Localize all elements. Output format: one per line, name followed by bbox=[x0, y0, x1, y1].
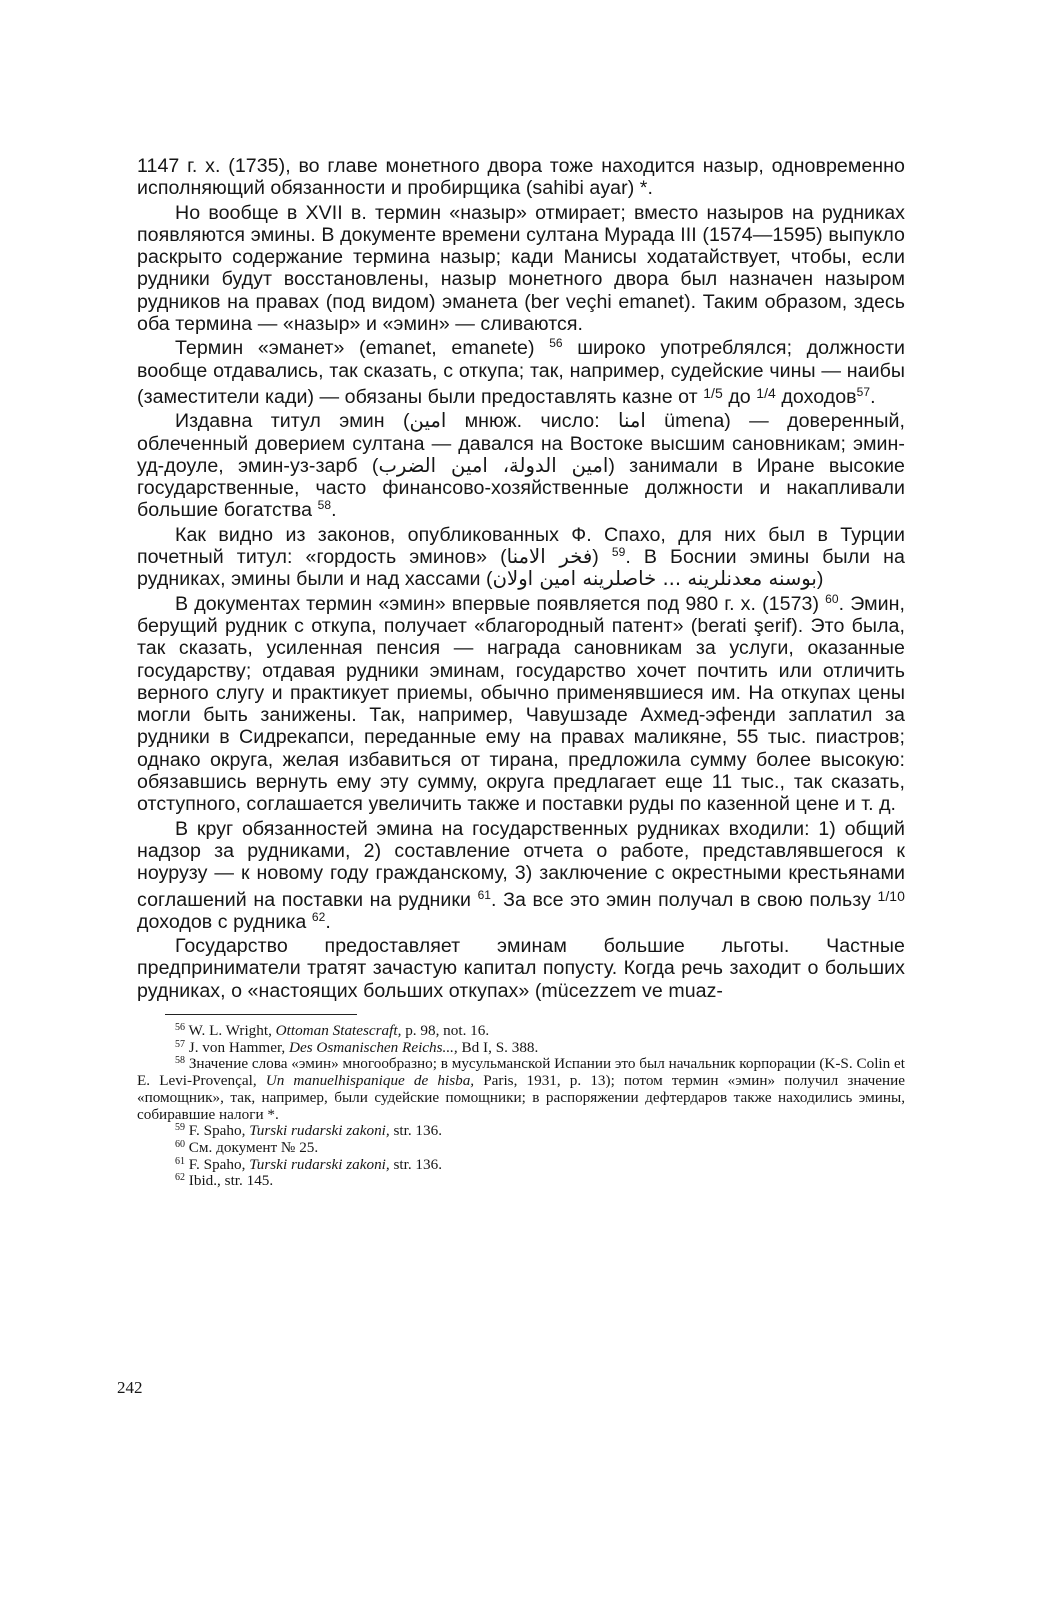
footnote-title: Des Osmanischen Reichs..., bbox=[289, 1038, 458, 1056]
footnote-text: Значение слова «эмин» многообразно; в мусульманской Испании это был начальник корпорации (K-S. Colin et E. Levi-Provençal, bbox=[137, 1055, 905, 1090]
paragraph-6 bbox=[137, 593, 905, 816]
footnote-57 bbox=[137, 1040, 905, 1057]
paragraph-text: Как видно из законов, опубликованных Ф. Спахо, для них был в Турции почетный титул: «гордость эминов» ( bbox=[137, 523, 905, 569]
fraction: 1/10 bbox=[877, 887, 905, 904]
footnotes bbox=[137, 1023, 905, 1190]
paragraph-8 bbox=[137, 935, 905, 1002]
footnote-ref-57[interactable]: 57 bbox=[856, 384, 871, 399]
footnote-61 bbox=[137, 1157, 905, 1174]
footnote-ref-61[interactable]: 61 bbox=[477, 887, 492, 902]
footnote-text: p. 98, not. 16. bbox=[405, 1021, 490, 1039]
arabic-term: فخر الامنا bbox=[506, 545, 593, 569]
main-text bbox=[137, 155, 905, 1002]
page bbox=[137, 155, 905, 1190]
paragraph-text: Термин «эманет» (emanet, emanete) bbox=[175, 337, 535, 360]
paragraph-text: мнюж. число: bbox=[464, 410, 600, 433]
footnote-title: Turski rudarski zakoni, bbox=[249, 1155, 390, 1173]
page-number: 242 bbox=[117, 1378, 143, 1397]
paragraph-text: доходов с рудника bbox=[137, 910, 307, 933]
footnote-text: См. документ № 25. bbox=[188, 1138, 319, 1156]
paragraph-1 bbox=[137, 155, 905, 200]
footnote-60 bbox=[137, 1140, 905, 1157]
footnote-title: Ottoman Statescraft, bbox=[275, 1021, 402, 1039]
footnote-58 bbox=[137, 1056, 905, 1123]
punctuation: . bbox=[325, 910, 331, 933]
punctuation: ) bbox=[592, 546, 599, 569]
footnote-text: F. Spaho, bbox=[188, 1155, 246, 1173]
footnote-ref-60[interactable]: 60 bbox=[825, 591, 839, 606]
punctuation: . bbox=[331, 499, 337, 522]
paragraph-text: 1147 г. х. (1735), во главе монетного двора тоже находится назыр, одновременно исполняющий обязанности и пробирщика (sahibi ayar) *. bbox=[137, 155, 905, 200]
paragraph-text: ümena) — доверенный, облеченный доверием султана — давался на Востоке высшим сановникам; эмин-уд-доуле, эмин-уз-зарб ( bbox=[137, 410, 905, 477]
footnote-59 bbox=[137, 1123, 905, 1140]
paragraph-text: Но вообще в XVII в. термин «назыр» отмирает; вместо назыров на рудниках появляются эмины. В документе времени султана Мурада III (1574—1595) выпукло раскрыто содержание термина назыр; кади Манисы ходатайствует, чтобы, если рудники будут восстановлены, назыр монетного двора был назначен назыром рудников на правах (под видом) эманета (ber veçhi emanet). Таким образом, здесь оба термина — «назыр» и «эмин» — сливаются. bbox=[137, 201, 905, 336]
paragraph-text: доходов bbox=[781, 385, 857, 408]
footnote-number: 60 bbox=[175, 1138, 185, 1150]
footnote-divider bbox=[165, 1014, 357, 1015]
footnote-ref-56[interactable]: 56 bbox=[549, 336, 563, 351]
paragraph-text: В документах термин «эмин» впервые появляется под 980 г. х. (1573) bbox=[175, 592, 820, 615]
footnote-56 bbox=[137, 1023, 905, 1040]
footnote-text: Paris, 1931, p. 13); потом термин «эмин» получил значение «помощник», так, например, были судейские помощники; в распоряжении дефтердаров также находились эмины, собиравшие налоги *. bbox=[137, 1072, 906, 1123]
footnote-number: 61 bbox=[175, 1155, 185, 1167]
footnote-title: Un manuelhispanique de hisba, bbox=[265, 1072, 475, 1090]
footnote-ref-62[interactable]: 62 bbox=[311, 909, 326, 924]
footnote-ref-58[interactable]: 58 bbox=[317, 498, 332, 513]
fraction: 1/5 bbox=[703, 384, 723, 401]
arabic-term: امين الدولة، امين الضرب bbox=[378, 453, 609, 477]
paragraph-7 bbox=[137, 818, 905, 933]
footnote-62 bbox=[137, 1173, 905, 1190]
footnote-text: W. L. Wright, bbox=[188, 1021, 272, 1039]
footnote-text: J. von Hammer, bbox=[188, 1038, 286, 1056]
paragraph-5 bbox=[137, 524, 905, 591]
punctuation: ) bbox=[816, 568, 824, 591]
footnote-text: str. 136. bbox=[393, 1122, 443, 1140]
footnote-text: Ibid., str. 145. bbox=[188, 1172, 274, 1190]
footnote-number: 59 bbox=[175, 1122, 185, 1134]
paragraph-text: . За все это эмин получал в свою пользу bbox=[491, 888, 871, 911]
arabic-term: بوسنه معدنلرينه ... خاصلرينه امين اولان bbox=[492, 567, 817, 591]
footnote-number: 56 bbox=[175, 1021, 185, 1033]
paragraph-text: . Эмин, берущий рудник с откупа, получает «благородный патент» (berati şerif). Это была, так сказать, усиленная пенсия — награда сановникам за услуги, оказанные государству; отдавая рудники эминам, государство хочет почтить или отличить верного слугу и практикует приемы, обычно применявшиеся им. На откупах цены могли быть занижены. Так, например, Чавушзаде Ахмед-эфенди заплатил за рудники в Сидрекапси, переданные ему на правах маликяне, 55 тыс. пиастров; однако округа, желая избавиться от тирана, предложила сумму более высокую: обязавшись вернуть ему эту сумму, округа предлагает еще 11 тыс., так сказать, отступного, соглашается увеличить также и поставки руды по казенной цене и т. д. bbox=[137, 592, 905, 816]
paragraph-text: Государство предоставляет эминам большие льготы. Частные предприниматели тратят зачастую капитал попусту. Когда речь заходит о больших рудниках, о «настоящих больших откупах» (mücezzem ve muaz- bbox=[137, 935, 905, 1002]
footnote-text: Bd I, S. 388. bbox=[461, 1038, 539, 1056]
fraction: 1/4 bbox=[756, 384, 776, 401]
paragraph-2 bbox=[137, 202, 905, 336]
footnote-number: 58 bbox=[175, 1055, 185, 1067]
footnote-number: 57 bbox=[175, 1038, 185, 1050]
punctuation: . bbox=[870, 385, 876, 408]
paragraph-text: до bbox=[728, 385, 751, 408]
footnote-ref-59[interactable]: 59 bbox=[611, 545, 626, 560]
footnote-number: 62 bbox=[175, 1172, 185, 1184]
arabic-term: امنا bbox=[618, 409, 646, 433]
footnote-text: str. 136. bbox=[393, 1155, 443, 1173]
footnote-text: F. Spaho, bbox=[188, 1122, 246, 1140]
paragraph-text: ) занимали в Иране высокие государственные, часто финансово-хозяйственные должности и накапливали большие богатства bbox=[137, 454, 906, 522]
paragraph-3 bbox=[137, 337, 905, 408]
paragraph-text: . В Боснии эмины были на рудниках, эмины были и над хассами ( bbox=[137, 546, 905, 591]
footnote-title: Turski rudarski zakoni, bbox=[249, 1122, 390, 1140]
paragraph-text: Издавна титул эмин ( bbox=[175, 410, 410, 433]
paragraph-text: широко употреблялся; должности вообще отдавались, так сказать, с откупа; так, например, судейские чины — наибы (заместители кади) — обязаны были предоставлять казне от bbox=[137, 337, 906, 408]
arabic-term: امين bbox=[409, 409, 447, 433]
paragraph-text: В круг обязанностей эмина на государственных рудниках входили: 1) общий надзор за рудниками, 2) составление отчета о работе, представлявшегося к ноурузу — к новому году гражданскому, 3) заключение с окрестными крестьянами соглашений на поставки на рудники bbox=[137, 817, 905, 911]
paragraph-4 bbox=[137, 410, 905, 521]
